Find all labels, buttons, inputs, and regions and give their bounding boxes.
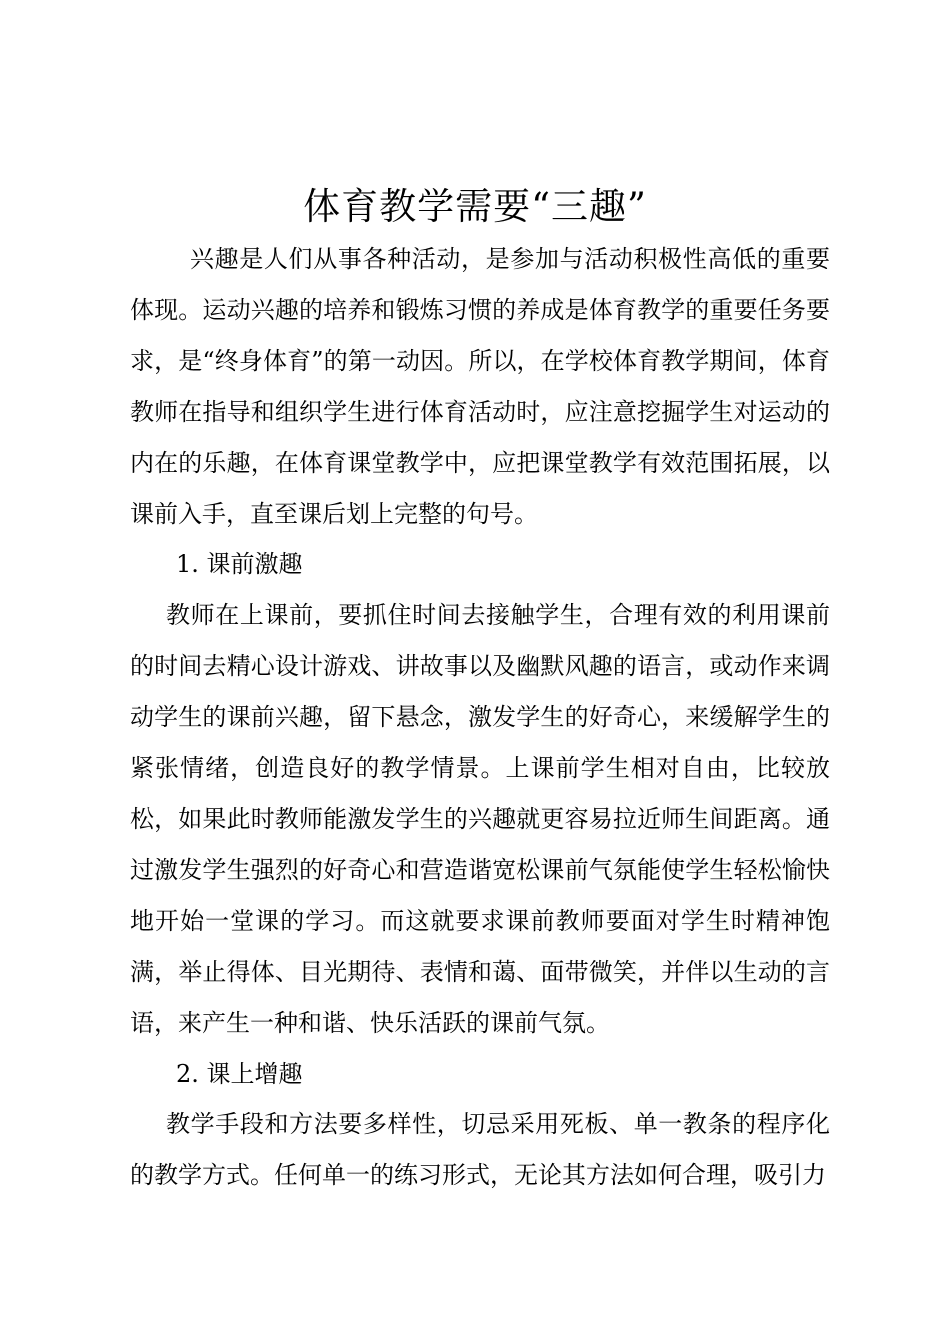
intro-paragraph: 兴趣是人们从事各种活动，是参加与活动积极性高低的重要体现。运动兴趣的培养和锻炼习惯的养成是体育教学的重要任务要求，是“终身体育”的第一动因。所以，在学校体育教学期间，体育教师在指导和组织学生进行体育活动时，应注意挖掘学生对运动的内在的乐趣，在体育课堂教学中，应把课堂教学有效范围拓展，以课前入手，直至课后划上完整的句号。 [130, 245, 830, 528]
section-heading-2: 2. 课上增趣 [176, 1059, 303, 1088]
section-paragraph-2: 教学手段和方法要多样性，切忌采用死板、单一教条的程序化的教学方式。任何单一的练习形式，无论其方法如何合理，吸引力 [130, 1110, 830, 1190]
document-body [130, 234, 830, 1201]
section-paragraph-1: 教师在上课前，要抓住时间去接触学生，合理有效的利用课前的时间去精心设计游戏、讲故事以及幽默风趣的语言，或动作来调动学生的课前兴趣，留下悬念，激发学生的好奇心，来缓解学生的紧张情绪，创造良好的教学情景。上课前学生相对自由，比较放松，如果此时教师能激发学生的兴趣就更容易拉近师生间距离。通过激发学生强烈的好奇心和营造谐宽松课前气氛能使学生轻松愉快地开始一堂课的学习。而这就要求课前教师要面对学生时精神饱满，举止得体、目光期待、表情和蔼、面带微笑，并伴以生动的言语，来产生一种和谐、快乐活跃的课前气氛。 [130, 601, 830, 1037]
document-title: 体育教学需要“三趣” [303, 185, 647, 228]
section-heading-1: 1. 课前激趣 [176, 550, 303, 579]
